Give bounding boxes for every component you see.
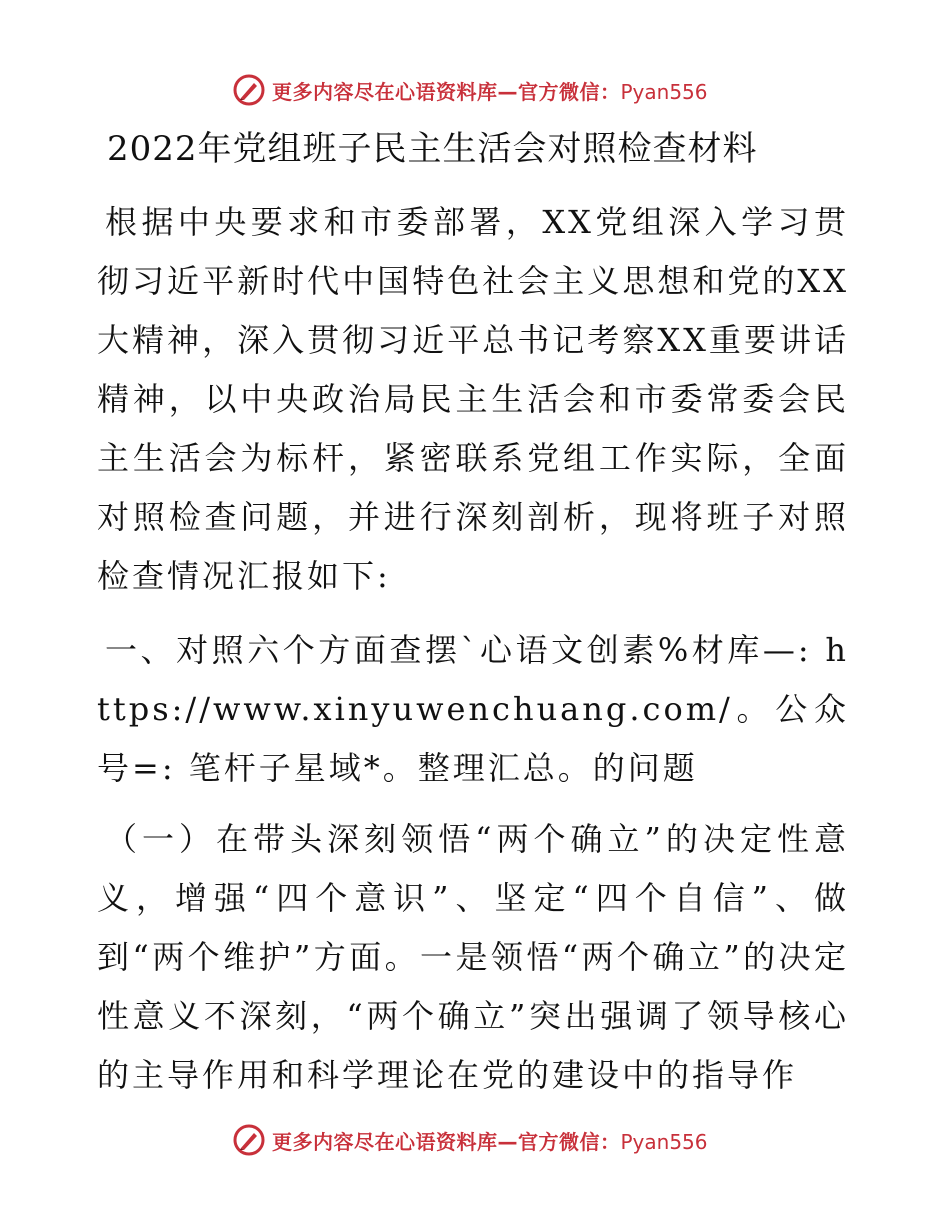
paragraph-subsection: （一）在带头深刻领悟“两个确立”的决定性意义，增强“四个意识”、坚定“四个自信”、做到“两个维护”方面。一是领悟“两个确立”的决定性意义不深刻，“两个确立”突出强调了领导核心的主导作用和科学理论在党的建设中的指导作 [97, 820, 849, 1094]
wechat-id: Pyan556 [620, 79, 708, 104]
wechat-id: Pyan556 [620, 1129, 708, 1154]
pen-in-circle-icon [232, 73, 266, 107]
watermark-banner-bottom [232, 1120, 708, 1160]
watermark-text: 更多内容尽在心语资料库—官方微信：Pyan556 [272, 1129, 708, 1154]
paragraph-intro: 根据中央要求和市委部署，XX党组深入学习贯彻习近平新时代中国特色社会主义思想和党的XX大精神，深入贯彻习近平总书记考察XX重要讲话精神，以中央政治局民主生活会和市委常委会民主生活会为标杆，紧密联系党组工作实际，全面对照检查问题，并进行深刻剖析，现将班子对照检查情况汇报如下: [97, 203, 849, 595]
pen-in-circle-icon [232, 1123, 266, 1157]
paragraph-section-heading: 一、对照六个方面查摆`心语文创素%材库—: https://www.xinyuwenchuang.com/。公众号=: 笔杆子星域*。整理汇总。的问题 [97, 631, 849, 787]
watermark-text: 更多内容尽在心语资料库—官方微信：Pyan556 [272, 79, 708, 104]
watermark-banner-top [232, 70, 708, 110]
document-title: 2022年党组班子民主生活会对照检查材料 [107, 129, 758, 169]
